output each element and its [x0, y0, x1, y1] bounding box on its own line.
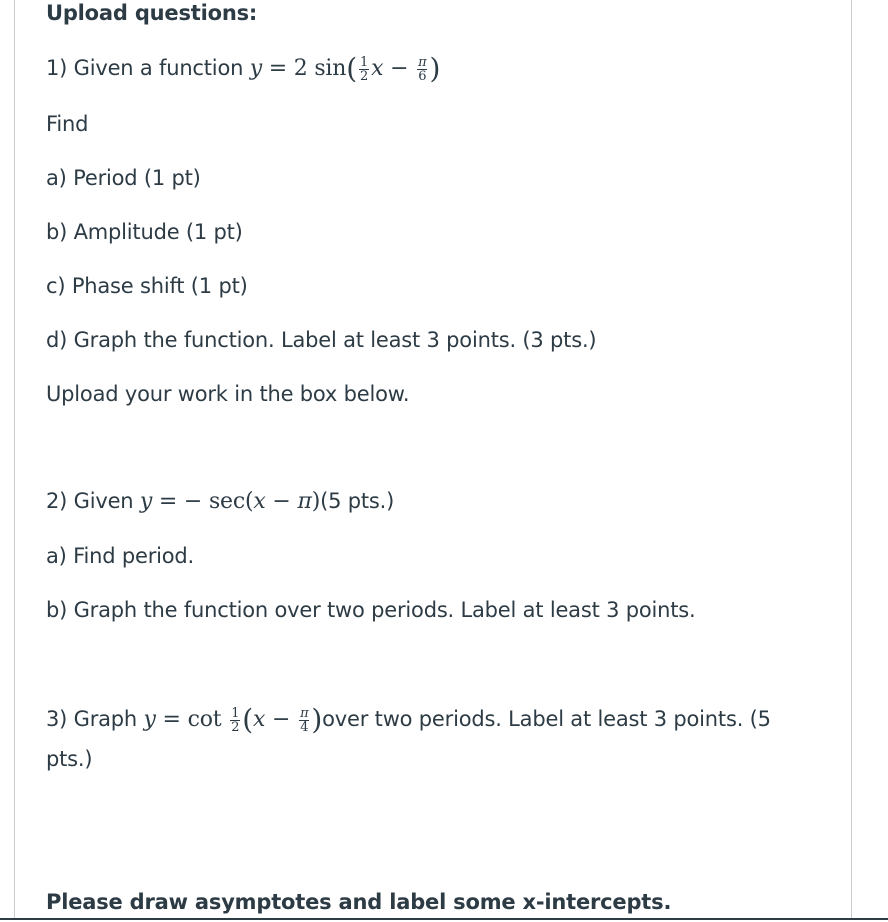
q2-formula: y = − sec(x − π)	[139, 489, 321, 514]
question-3	[46, 703, 771, 736]
q3-suffix: over two periods. Label at least 3 points. (5	[322, 707, 771, 731]
q2-prefix: 2) Given	[46, 489, 140, 513]
q1-item-phase-shift: c) Phase shift (1 pt)	[46, 274, 248, 298]
footer-instruction: Please draw asymptotes and label some x-intercepts.	[46, 890, 672, 914]
question-2	[46, 488, 394, 515]
q2-points: (5 pts.)	[320, 489, 395, 513]
question-panel	[14, 0, 852, 918]
q1-formula: y = 2 sin( $\frac{1}{2}$ x − $\frac{\pi}{6}$ )	[249, 52, 441, 85]
page-title: Upload questions:	[46, 1, 258, 25]
q2-item-graph: b) Graph the function over two periods. Label at least 3 points.	[46, 598, 696, 622]
q3-prefix: 3) Graph	[46, 707, 144, 731]
q1-item-graph: d) Graph the function. Label at least 3 points. (3 pts.)	[46, 328, 597, 352]
q1-item-period: a) Period (1 pt)	[46, 166, 201, 190]
upload-instruction: Upload your work in the box below.	[46, 382, 410, 406]
q1-prefix: 1) Given a function	[46, 56, 250, 80]
q3-formula: y = cot $\frac{1}{2}$ (x − $\frac{\pi}{4}$ )	[143, 703, 323, 736]
q3-points: pts.)	[46, 747, 93, 771]
q1-item-amplitude: b) Amplitude (1 pt)	[46, 220, 243, 244]
q2-item-period: a) Find period.	[46, 544, 195, 568]
question-1	[46, 52, 441, 85]
find-label: Find	[46, 112, 89, 136]
bottom-divider	[0, 918, 888, 920]
